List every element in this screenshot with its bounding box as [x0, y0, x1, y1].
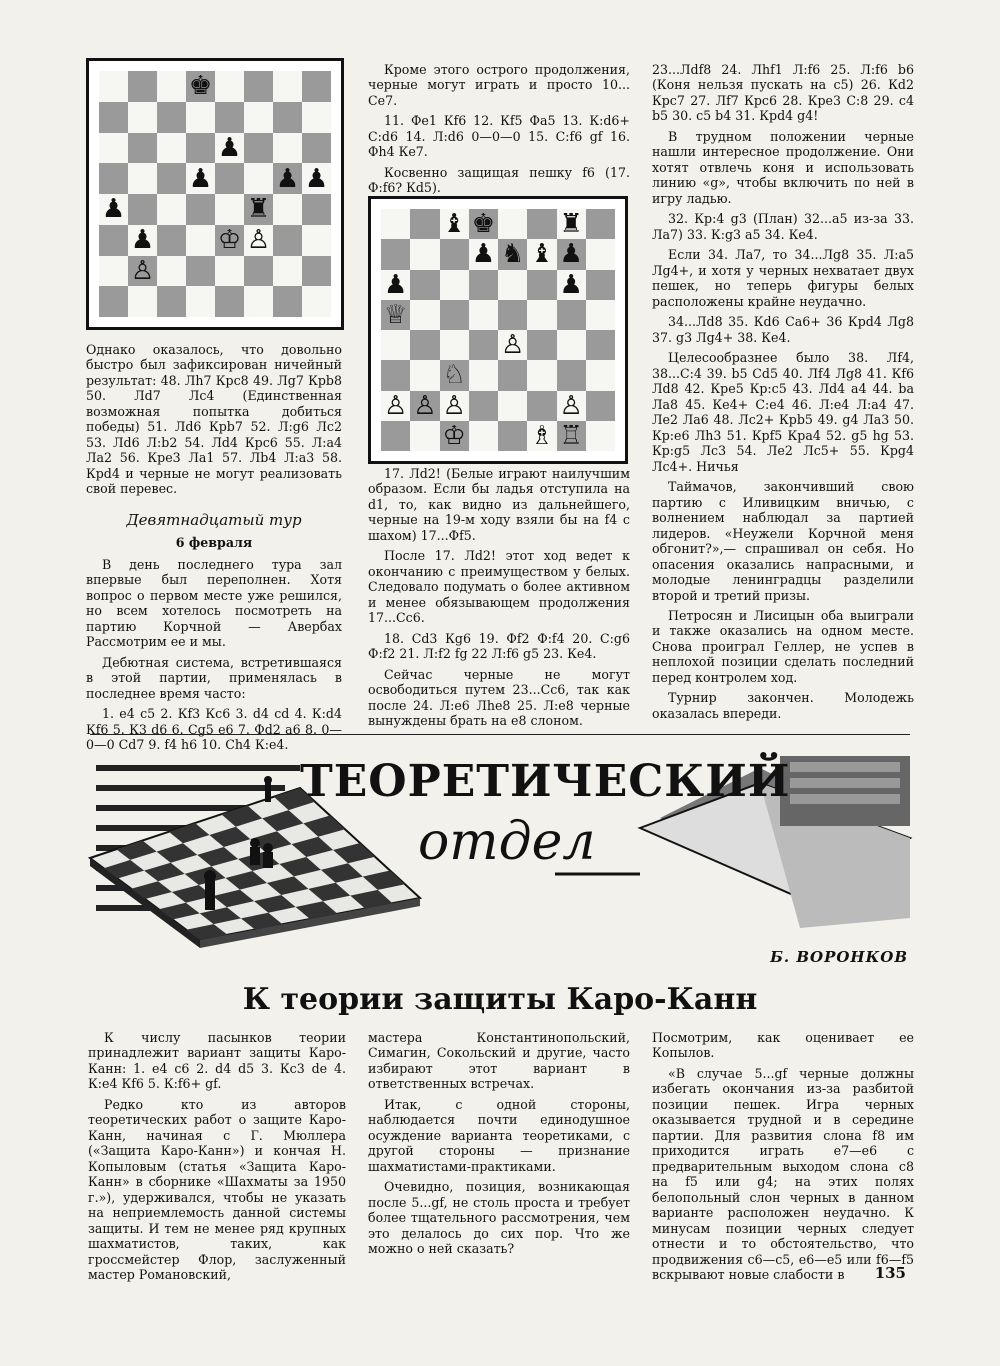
board-square	[440, 330, 469, 360]
board-square	[99, 256, 128, 287]
board-square	[244, 194, 273, 225]
board-square	[586, 270, 615, 300]
board-square	[381, 330, 410, 360]
banner-subtitle: отдел	[418, 812, 596, 872]
board-square	[128, 194, 157, 225]
board-square	[586, 360, 615, 390]
board-square	[302, 286, 331, 317]
board-square	[186, 133, 215, 164]
board-square	[527, 239, 556, 269]
paragraph: Дебютная система, встретившаяся в этой партии, применялась в последнее время часто:	[86, 654, 342, 701]
board-square	[469, 360, 498, 390]
chess-piece: ♙	[442, 390, 466, 421]
board-square	[186, 286, 215, 317]
column-1	[86, 342, 342, 758]
board-square	[498, 360, 527, 390]
board-square	[381, 391, 410, 421]
board-square	[302, 225, 331, 256]
board-square	[440, 239, 469, 269]
board-square	[273, 256, 302, 287]
board-square	[469, 330, 498, 360]
paragraph: Косвенно защищая пешку f6 (17. Ф:f6? Кd5).	[368, 164, 630, 196]
board-square	[498, 300, 527, 330]
board-square	[186, 256, 215, 287]
board-square	[498, 239, 527, 269]
paragraph: К числу пасынков теории принадлежит вариант защиты Каро-Канн: 1. е4 с6 2. d4 d5 3. Кс3 dе 4. К:е4 Кf6 5. К:f6+ gf.	[88, 1030, 346, 1092]
paragraph: Очевидно, позиция, возникающая после 5...gf, не столь проста и требует более тщательного рассмотрения, чем это делалось до сих пор. Что же можно о ней сказать?	[368, 1179, 630, 1257]
article-column-3	[652, 1030, 914, 1288]
board-square	[157, 286, 186, 317]
board-square	[440, 391, 469, 421]
chess-piece: ♖	[559, 420, 583, 451]
tour-date: 6 февраля	[175, 535, 253, 551]
board-square	[215, 102, 244, 133]
board-square	[244, 133, 273, 164]
board-square	[128, 286, 157, 317]
board-square	[586, 391, 615, 421]
board-square	[586, 239, 615, 269]
board-square	[527, 421, 556, 451]
chess-diagram-1	[86, 58, 344, 330]
board-square	[244, 286, 273, 317]
board-square	[440, 300, 469, 330]
board-square	[440, 360, 469, 390]
paragraph: Однако оказалось, что довольно быстро был зафиксирован ничейный результат: 48. Лh7 Крс8 49. Лg7 Крb8 50. Лd7 Лс4 (Единственная возможная попытка добиться победы) 51. Лd6 Крb7 52. Л:g6 Лс2 53. Лd6 Л:b2 54. Лd4 Крс6 55. Л:а4 Ла2 56. Кре3 Ла1 57. Лb4 Л:а3 58. Крd4 и черные не могут реализовать свой перевес.	[86, 342, 342, 497]
paragraph: После 17. Лd2! этот ход ведет к окончанию с преимуществом у белых. Следовало подумать о более активном и менее обязывающем продолжения 17...Сс6.	[368, 548, 630, 626]
chess-piece: ♘	[442, 360, 466, 391]
board-square	[302, 163, 331, 194]
board-square	[99, 71, 128, 102]
board-square	[410, 391, 439, 421]
board-square	[128, 225, 157, 256]
diagram-grid	[99, 71, 331, 317]
board-square	[215, 133, 244, 164]
chess-piece: ♟	[383, 269, 408, 300]
paragraph: В день последнего тура зал впервые был переполнен. Хотя вопрос о первом месте уже решился, но всем хотелось посмотреть на партию Корчной — Авербах Рассмотрим ее и мы.	[86, 556, 342, 650]
chess-piece: ♞	[500, 239, 525, 270]
chess-diagram-2	[368, 196, 628, 464]
board-square	[527, 330, 556, 360]
board-square	[469, 270, 498, 300]
board-square	[381, 270, 410, 300]
paragraph: 23...Лdf8 24. Лhf1 Л:f6 25. Л:f6 b6 (Коня нельзя пускать на с5) 26. Кd2 Крс7 27. Лf7 Крс6 28. Кре3 С:8 29. с4 b5 30. с5 b4 31. Крd4 g4!	[652, 62, 914, 124]
board-square	[157, 102, 186, 133]
board-square	[527, 209, 556, 239]
board-square	[215, 163, 244, 194]
banner-title: ТЕОРЕТИЧЕСКИЙ	[300, 756, 791, 807]
board-square	[498, 330, 527, 360]
board-square	[498, 391, 527, 421]
board-square	[244, 163, 273, 194]
paragraph: 34...Лd8 35. Кd6 Са6+ 36 Крd4 Лg8 37. g3 Лg4+ 38. Ке4.	[652, 314, 914, 345]
board-square	[469, 209, 498, 239]
board-square	[99, 286, 128, 317]
chess-piece: ♝	[442, 209, 466, 240]
board-square	[244, 225, 273, 256]
board-square	[186, 102, 215, 133]
board-square	[186, 225, 215, 256]
board-square	[302, 71, 331, 102]
board-square	[302, 194, 331, 225]
board-square	[302, 102, 331, 133]
board-square	[557, 360, 586, 390]
board-square	[586, 209, 615, 239]
board-square	[586, 300, 615, 330]
board-square	[99, 163, 128, 194]
board-square	[244, 256, 273, 287]
board-square	[99, 225, 128, 256]
chess-piece: ♟	[217, 132, 242, 163]
column-3	[652, 62, 914, 726]
paragraph: Итак, с одной стороны, наблюдается почти единодушное осуждение варианта теоретиками, с другой стороны — признание шахматистами-практиками.	[368, 1096, 630, 1174]
board-square	[157, 225, 186, 256]
board-square	[157, 256, 186, 287]
board-square	[469, 421, 498, 451]
article-column-2	[368, 1030, 630, 1262]
paragraph: Целесообразнее было 38. Лf4, 38...С:4 39. b5 Сd5 40. Лf4 Лg8 41. Кf6 Лd8 42. Кре5 Кр:с5 43. Лd4 а4 44. bа Ла8 45. Ке4+ С:е4 46. Л:е4 Л:а4 47. Ле2 Ла6 48. Лс2+ Крb5 49. g4 Ла3 50. Кр:е6 Лh3 51. Крf5 Кра4 52. g5 hg 53. Кр:g5 Лс3 54. Ле2 Лс5+ 55. Крg4 Лс4+. Ничья	[652, 350, 914, 474]
board-square	[527, 360, 556, 390]
board-square	[557, 330, 586, 360]
board-square	[273, 133, 302, 164]
chess-piece: ♟	[304, 163, 329, 194]
page-number: 135	[874, 1264, 906, 1282]
chess-piece: ♚	[188, 71, 213, 102]
board-square	[498, 421, 527, 451]
paragraph: Кроме этого острого продолжения, черные могут играть и просто 10... Се7.	[368, 62, 630, 108]
chess-piece: ♟	[559, 239, 583, 270]
chess-piece: ♔	[442, 420, 466, 451]
paragraph: 11. Фе1 Кf6 12. Кf5 Фа5 13. К:d6+ С:d6 14. Л:d6 0—0—0 15. С:f6 gf 16. Фh4 Ке7.	[368, 113, 630, 160]
board-square	[527, 300, 556, 330]
board-square	[557, 270, 586, 300]
board-square	[215, 286, 244, 317]
chess-piece: ♟	[275, 163, 300, 194]
board-square	[244, 102, 273, 133]
board-square	[215, 194, 244, 225]
paragraph: 32. Кр:4 g3 (План) 32...а5 из-за 33. Ла7) 33. К:g3 а5 34. Ке4.	[652, 211, 914, 242]
column-2	[368, 62, 630, 201]
board-square	[440, 270, 469, 300]
board-square	[186, 163, 215, 194]
paragraph: мастера Константинопольский, Симагин, Сокольский и другие, часто избирают этот вариант в ответственных встречах.	[368, 1030, 630, 1092]
board-square	[128, 71, 157, 102]
paragraph: 18. Сd3 Кg6 19. Фf2 Ф:f4 20. С:g6 Ф:f2 21. Л:f2 fg 22 Л:f6 g5 23. Ке4.	[368, 630, 630, 662]
board-square	[302, 133, 331, 164]
board-square	[128, 102, 157, 133]
board-square	[498, 209, 527, 239]
board-square	[381, 360, 410, 390]
board-square	[186, 194, 215, 225]
board-square	[157, 133, 186, 164]
board-square	[99, 102, 128, 133]
board-square	[527, 270, 556, 300]
chess-piece: ♟	[101, 194, 126, 225]
board-square	[557, 300, 586, 330]
board-square	[410, 300, 439, 330]
board-square	[469, 239, 498, 269]
chess-piece: ♟	[559, 269, 583, 300]
board-square	[99, 133, 128, 164]
board-square	[157, 194, 186, 225]
chess-piece: ♟	[130, 225, 155, 256]
board-square	[410, 360, 439, 390]
board-square	[273, 71, 302, 102]
chess-piece: ♜	[559, 209, 583, 240]
board-square	[469, 391, 498, 421]
chess-piece: ♙	[130, 255, 155, 286]
board-square	[381, 209, 410, 239]
board-square	[273, 163, 302, 194]
paragraph: В трудном положении черные нашли интересное продолжение. Они хотят отвлечь коня и использовать линию «g», чтобы включить по ней в игру ладью.	[652, 128, 914, 206]
board-square	[273, 102, 302, 133]
chess-piece: ♙	[246, 225, 271, 256]
board-square	[215, 71, 244, 102]
chess-piece: ♕	[383, 299, 408, 330]
board-square	[440, 209, 469, 239]
board-square	[527, 391, 556, 421]
board-square	[557, 421, 586, 451]
paragraph: Посмотрим, как оценивает ее Копылов.	[652, 1030, 914, 1061]
board-square	[557, 239, 586, 269]
board-square	[244, 71, 273, 102]
board-square	[586, 421, 615, 451]
section-divider	[90, 734, 910, 735]
chess-piece: ♙	[413, 390, 437, 421]
board-square	[128, 256, 157, 287]
chess-piece: ♝	[530, 239, 554, 270]
board-square	[410, 330, 439, 360]
paragraph: Таймачов, закончивший свою партию с Иливицким вничью, с волнением наблюдал за партией лидеров. «Неужели Корчной меня обгонит?»,— спрашивал он себя. Но опасения оказались напрасными, и молодые ленинградцы разделили второй и третий призы.	[652, 479, 914, 603]
board-square	[381, 300, 410, 330]
chess-piece: ♜	[246, 194, 271, 225]
paragraph: Сейчас черные не могут освободиться путем 23...Сс6, так как после 24. Л:е6 Лhе8 25. Л:е8 черные вынуждены брать на е8 слоном.	[368, 666, 630, 729]
diagram-grid	[381, 209, 615, 451]
board-square	[273, 225, 302, 256]
board-square	[498, 270, 527, 300]
board-square	[273, 194, 302, 225]
chess-piece: ♙	[383, 390, 408, 421]
chess-piece: ♙	[500, 330, 525, 361]
column-2-continued	[368, 466, 630, 734]
paragraph: Если 34. Ла7, то 34...Лg8 35. Л:а5 Лg4+, и хотя у черных нехватает двух пешек, но теперь фигуры белых расположены крайне неудачно.	[652, 247, 914, 309]
board-square	[157, 71, 186, 102]
article-column-1	[88, 1030, 346, 1288]
paragraph: Редко кто из авторов теоретических работ о защите Каро-Канн, начиная с Г. Мюллера («Защита Каро-Канн») и кончая Н. Копыловым (статья «Защита Каро-Канн» в сборнике «Шахматы за 1950 г.»), удерживался, чтобы не указать на неприемлемость данной системы защиты. И тем не менее ряд крупных шахматистов, таких, как гроссмейстер Флор, заслуженный мастер Романовский,	[88, 1096, 346, 1283]
board-square	[586, 330, 615, 360]
board-square	[410, 270, 439, 300]
board-square	[157, 163, 186, 194]
board-square	[302, 256, 331, 287]
chess-piece: ♔	[217, 225, 242, 256]
chess-piece: ♗	[530, 420, 554, 451]
board-square	[381, 421, 410, 451]
paragraph: Петросян и Лисицын оба выиграли и также оказались на одном месте. Снова проиграл Геллер, не успев в неплохой позиции сделать последний перед контролем ход.	[652, 607, 914, 685]
chess-piece: ♚	[471, 209, 496, 240]
board-square	[128, 163, 157, 194]
board-square	[381, 239, 410, 269]
board-square	[410, 421, 439, 451]
board-square	[128, 133, 157, 164]
paragraph: 1. е4 с5 2. Кf3 Кс6 3. d4 cd 4. К:d4 Кf6 5. К3 d6 6. Сg5 е6 7. Фd2 а6 8. 0—0—0 Сd7 9. f4 h6 10. Сh4 К:е4.	[86, 706, 342, 753]
paragraph: 17. Лd2! (Белые играют наилучшим образом. Если бы ладья отступила на d1, то, как видно из дальнейшего, черные на 19-м ходу взяли бы на f4 с шахом) 17...Фf5.	[368, 466, 630, 543]
board-square	[215, 256, 244, 287]
chess-piece: ♙	[559, 390, 583, 421]
article-author: Б. ВОРОНКОВ	[770, 948, 908, 966]
board-square	[440, 421, 469, 451]
paragraph: «В случае 5...gf черные должны избегать окончания из-за разбитой позиции пешек. Игра черных оказывается трудной и в середине партии. Для развития слона f8 им приходится играть е7—е6 с предварительным выходом слона с8 на f5 или g4; на этих полях белопольный слон черных в данном варианте расположен неудачно. К минусам позиции черных следует отнести и то обстоятельство, что продвижения с6—с5, е6—е5 или f6—f5 вскрывают новые слабости в	[652, 1065, 914, 1283]
article-headline: К теории защиты Каро-Канн	[242, 982, 758, 1017]
board-square	[186, 71, 215, 102]
board-square	[215, 225, 244, 256]
board-square	[410, 209, 439, 239]
board-square	[99, 194, 128, 225]
tour-heading: Девятнадцатый тур	[126, 510, 302, 529]
board-square	[469, 300, 498, 330]
chess-piece: ♟	[188, 163, 213, 194]
paragraph: Турнир закончен. Молодежь оказалась впереди.	[652, 690, 914, 721]
board-square	[557, 209, 586, 239]
board-square	[557, 391, 586, 421]
chess-piece: ♟	[471, 239, 496, 270]
board-square	[273, 286, 302, 317]
board-square	[410, 239, 439, 269]
